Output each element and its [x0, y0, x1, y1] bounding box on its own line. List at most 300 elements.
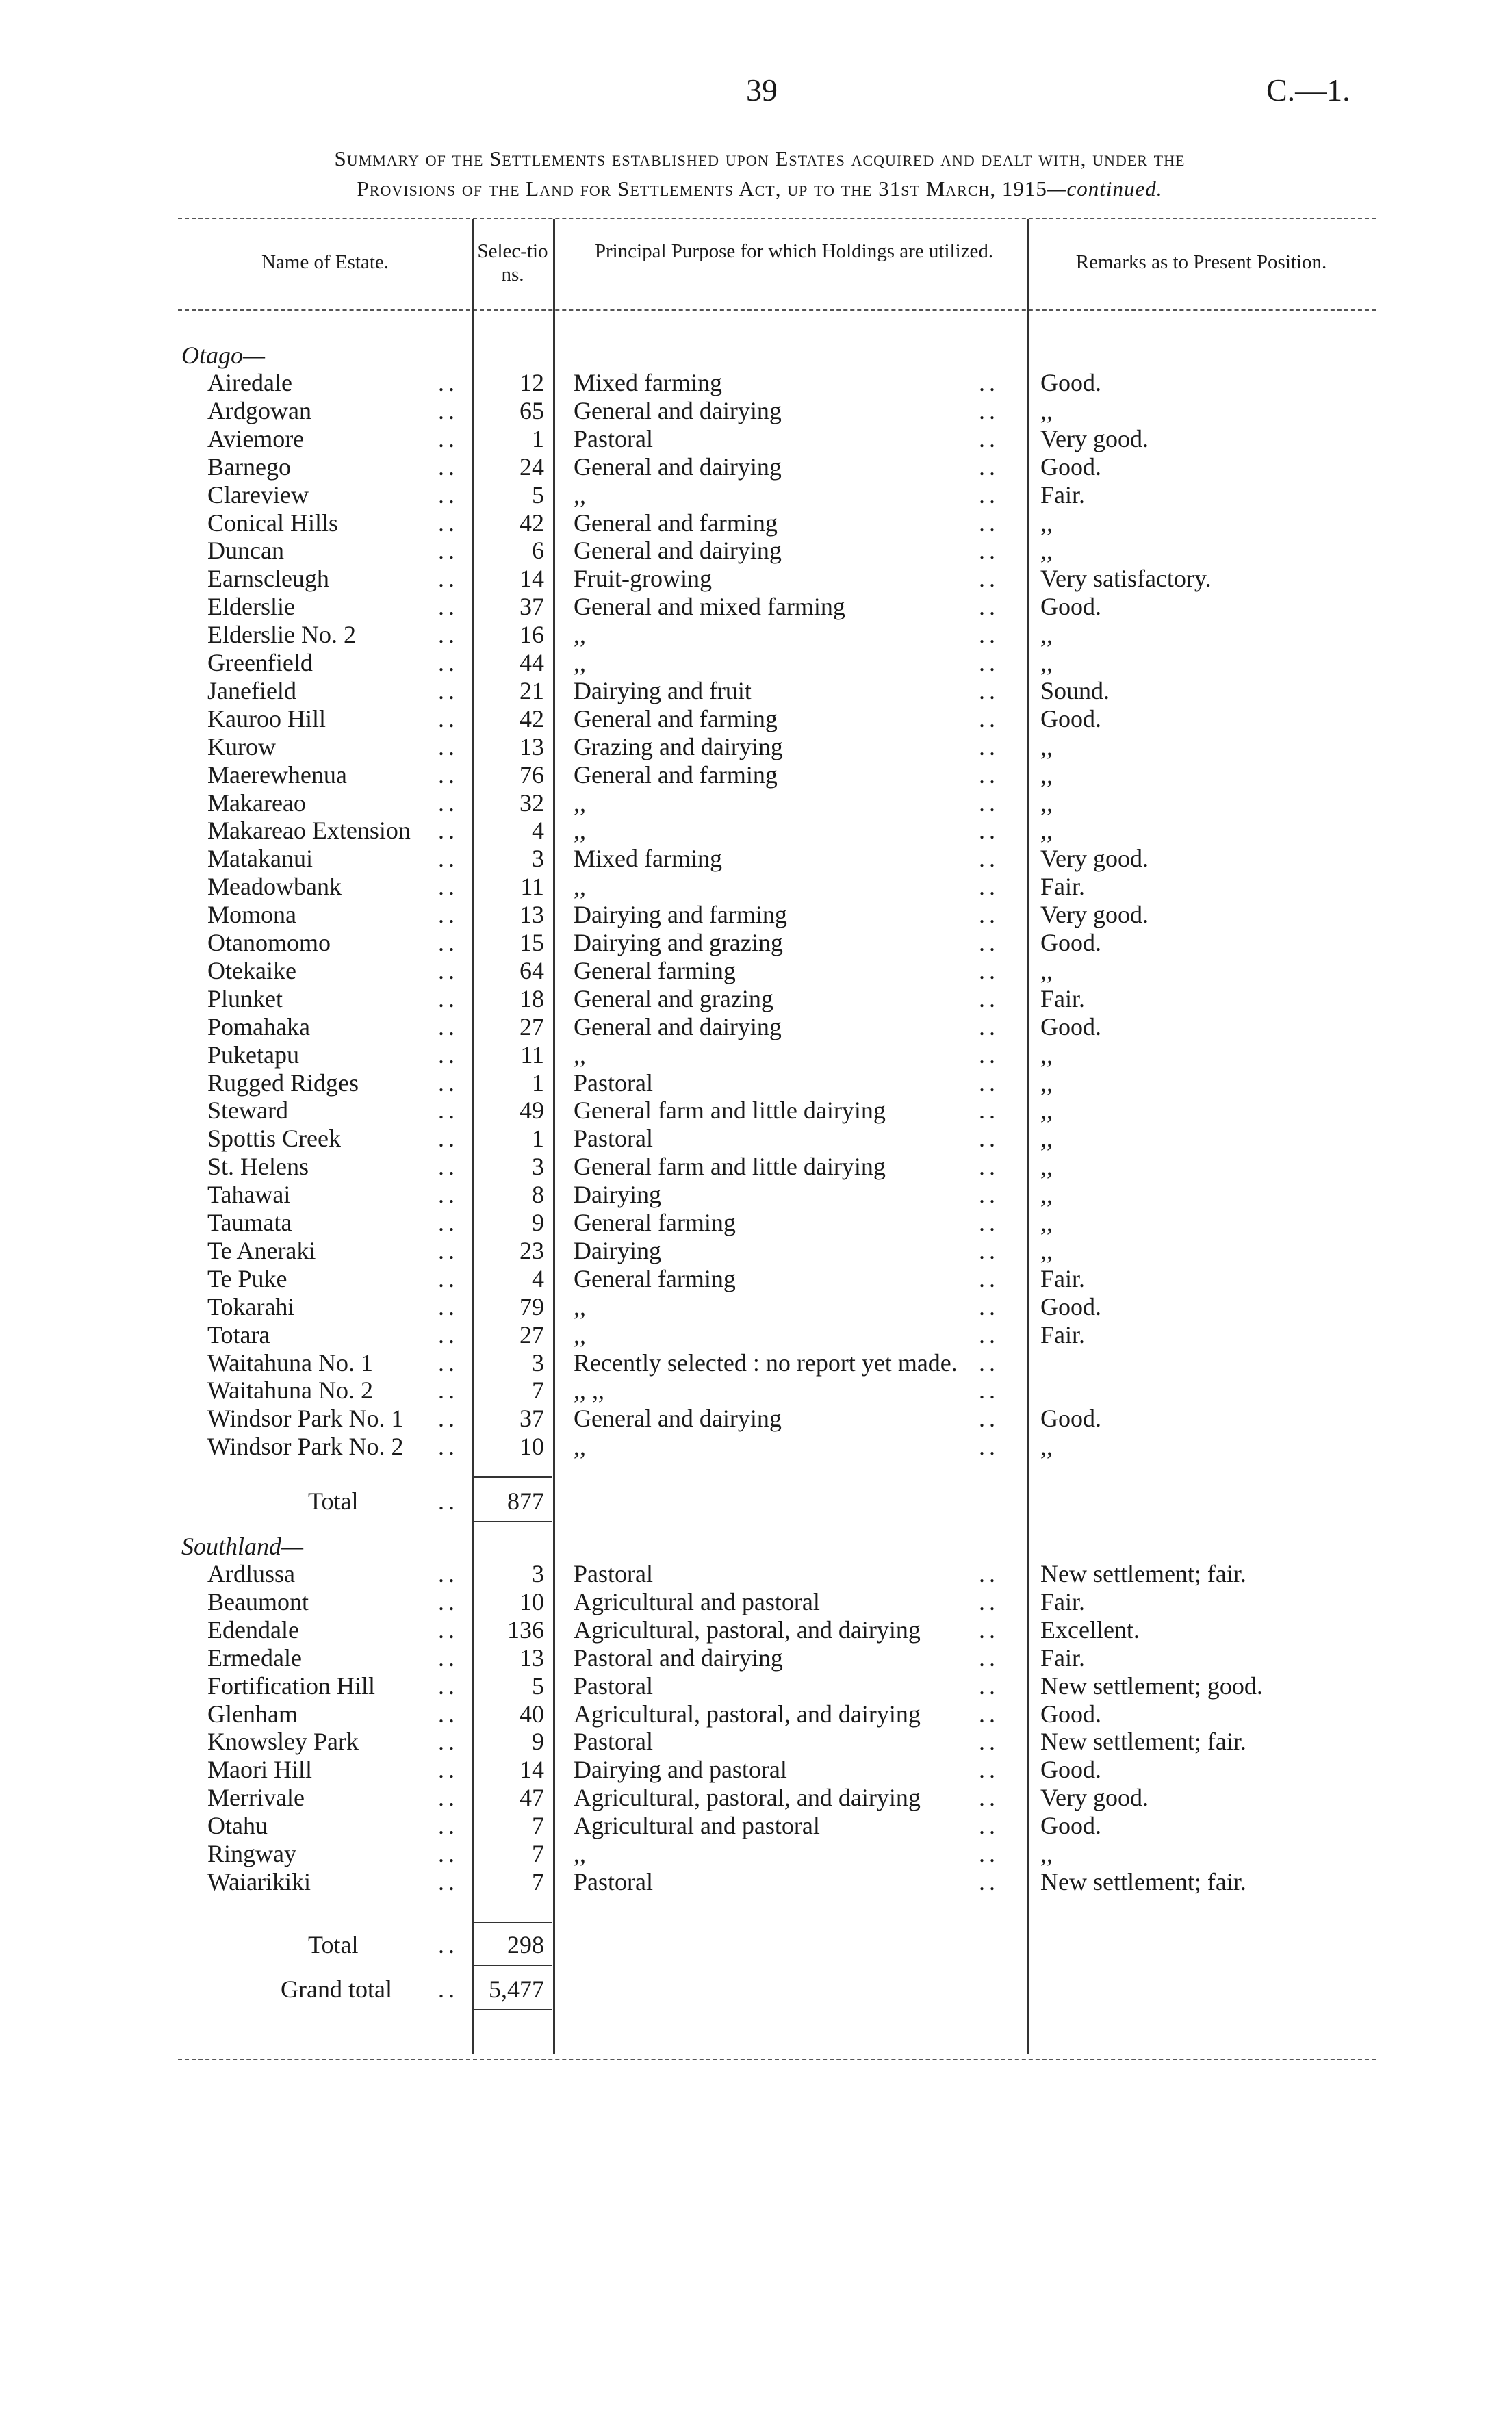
leader-dots: ..	[438, 1348, 459, 1377]
estate-name: Waitahuna No. 1	[207, 1348, 374, 1377]
present-position-remark: Good.	[1040, 593, 1101, 621]
leader-dots: ..	[438, 1728, 459, 1756]
estate-name: Waiarikiki	[207, 1867, 311, 1895]
leader-dots: ..	[979, 1700, 999, 1728]
present-position-remark: ,,	[1040, 396, 1053, 424]
leader-dots: ..	[438, 537, 459, 565]
estate-name: Tahawai	[207, 1181, 291, 1209]
selections-count: 136	[507, 1615, 544, 1644]
leader-dots: ..	[438, 956, 459, 984]
present-position-remark: Fair.	[1040, 984, 1086, 1012]
leader-dots: ..	[438, 1320, 459, 1348]
heading-line-2	[116, 174, 1403, 204]
leader-dots: ..	[979, 1812, 999, 1840]
leader-dots: ..	[438, 817, 459, 845]
leader-dots: ..	[979, 1377, 999, 1405]
principal-purpose: Grazing and dairying	[574, 732, 783, 760]
table-row	[0, 705, 1512, 733]
present-position-remark: Sound.	[1040, 676, 1110, 704]
estate-name: Otekaike	[207, 956, 296, 984]
selections-count: 44	[520, 649, 544, 676]
leader-dots: ..	[979, 956, 999, 984]
leader-dots: ..	[438, 1292, 459, 1320]
leader-dots: ..	[438, 732, 459, 760]
selections-count: 3	[532, 1153, 544, 1181]
selections-count: 7	[532, 1377, 544, 1405]
table-row	[0, 1405, 1512, 1433]
selections-count: 12	[520, 369, 544, 396]
principal-purpose: Dairying and fruit	[574, 676, 752, 704]
table-row	[0, 509, 1512, 537]
table-row	[0, 1181, 1512, 1209]
selections-count: 18	[520, 984, 544, 1012]
selections-count: 1	[532, 1069, 544, 1097]
principal-purpose: Pastoral	[574, 1125, 653, 1153]
present-position-remark: Very good.	[1040, 845, 1149, 873]
leader-dots: ..	[438, 929, 459, 956]
principal-purpose: Pastoral	[574, 424, 653, 452]
selections-count: 23	[520, 1236, 544, 1264]
leader-dots: ..	[979, 1348, 999, 1377]
principal-purpose: General farming	[574, 1264, 736, 1292]
present-position-remark: New settlement; fair.	[1040, 1867, 1246, 1895]
leader-dots: ..	[438, 1264, 459, 1292]
present-position-remark: Good.	[1040, 369, 1101, 396]
leader-dots: ..	[979, 1587, 999, 1615]
principal-purpose: ,,	[574, 1040, 586, 1069]
table-row	[0, 1588, 1512, 1616]
present-position-remark: ,,	[1040, 509, 1053, 537]
leader-dots: ..	[438, 1644, 459, 1672]
leader-dots: ..	[438, 760, 459, 789]
leader-dots: ..	[438, 1405, 459, 1433]
leader-dots: ..	[979, 593, 999, 621]
estate-name: Puketapu	[207, 1040, 299, 1069]
leader-dots: ..	[979, 1644, 999, 1672]
leader-dots: ..	[979, 452, 999, 481]
leader-dots: ..	[979, 1405, 999, 1433]
estate-name: Otahu	[207, 1812, 268, 1840]
leader-dots: ..	[979, 760, 999, 789]
selections-count: 15	[520, 929, 544, 956]
present-position-remark: Excellent.	[1040, 1615, 1140, 1644]
present-position-remark: Good.	[1040, 1292, 1101, 1320]
leader-dots: ..	[979, 732, 999, 760]
estate-name: Ardgowan	[207, 396, 311, 424]
estate-name: Fortification Hill	[207, 1672, 375, 1700]
leader-dots: ..	[979, 1784, 999, 1812]
present-position-remark: ,,	[1040, 1181, 1053, 1209]
estate-name: Pomahaka	[207, 1012, 310, 1040]
otago-total-bottom-rule	[474, 1521, 552, 1522]
table-row	[0, 537, 1512, 565]
present-position-remark: ,,	[1040, 1840, 1053, 1867]
selections-count: 47	[520, 1784, 544, 1812]
selections-count: 7	[532, 1840, 544, 1867]
selections-count: 76	[520, 760, 544, 789]
selections-count: 37	[520, 1405, 544, 1433]
leader-dots: ..	[438, 424, 459, 452]
leader-dots: ..	[438, 1756, 459, 1784]
selections-count: 13	[520, 732, 544, 760]
grand-total-label: Grand total	[281, 1975, 392, 2003]
principal-purpose: General and dairying	[574, 396, 782, 424]
leader-dots: ..	[438, 1700, 459, 1728]
present-position-remark: Fair.	[1040, 1587, 1086, 1615]
table-row	[0, 761, 1512, 789]
estate-name: Janefield	[207, 676, 296, 704]
present-position-remark: Fair.	[1040, 1644, 1086, 1672]
present-position-remark: ,,	[1040, 1125, 1053, 1153]
table-row	[0, 1293, 1512, 1321]
principal-purpose: Fruit-growing	[574, 565, 712, 593]
table-row	[0, 1433, 1512, 1461]
grand-total-dots: ..	[438, 1975, 459, 2003]
present-position-remark: Good.	[1040, 929, 1101, 956]
leader-dots: ..	[979, 1040, 999, 1069]
principal-purpose: General and dairying	[574, 452, 782, 481]
principal-purpose: General and farming	[574, 760, 778, 789]
present-position-remark: Good.	[1040, 452, 1101, 481]
selections-count: 49	[520, 1097, 544, 1125]
table-row	[0, 1013, 1512, 1041]
leader-dots: ..	[979, 1209, 999, 1236]
table-bottom-rule	[178, 2059, 1376, 2060]
present-position-remark: ,,	[1040, 1433, 1053, 1461]
table-row	[0, 1237, 1512, 1265]
present-position-remark: Good.	[1040, 1812, 1101, 1840]
leader-dots: ..	[979, 845, 999, 873]
grand-total-bottom-rule	[474, 2009, 552, 2010]
estate-name: Otanomomo	[207, 929, 331, 956]
table-row	[0, 1728, 1512, 1756]
leader-dots: ..	[979, 901, 999, 929]
leader-dots: ..	[979, 1181, 999, 1209]
estate-name: Windsor Park No. 1	[207, 1405, 404, 1433]
principal-purpose: ,,	[574, 873, 586, 901]
leader-dots: ..	[438, 1069, 459, 1097]
leader-dots: ..	[438, 1672, 459, 1700]
estate-name: Beaumont	[207, 1587, 309, 1615]
principal-purpose: General farming	[574, 1209, 736, 1236]
selections-count: 1	[532, 1125, 544, 1153]
column-header-purpose: Principal Purpose for which Holdings are utilized.	[594, 240, 994, 262]
leader-dots: ..	[438, 1867, 459, 1895]
estate-name: Elderslie No. 2	[207, 621, 356, 649]
table-row	[0, 1321, 1512, 1349]
table-row	[0, 453, 1512, 481]
present-position-remark: ,,	[1040, 732, 1053, 760]
table-row	[0, 369, 1512, 397]
present-position-remark: ,,	[1040, 789, 1053, 817]
present-position-remark: ,,	[1040, 1040, 1053, 1069]
table-row	[0, 1868, 1512, 1896]
leader-dots: ..	[979, 537, 999, 565]
principal-purpose: Agricultural, pastoral, and dairying	[574, 1615, 921, 1644]
table-row	[0, 1700, 1512, 1728]
estate-name: Makareao Extension	[207, 817, 411, 845]
present-position-remark: ,,	[1040, 621, 1053, 649]
table-row	[0, 1153, 1512, 1181]
principal-purpose: Mixed farming	[574, 369, 722, 396]
leader-dots: ..	[979, 1867, 999, 1895]
leader-dots: ..	[438, 396, 459, 424]
column-header-selections: Selec-tions.	[477, 240, 548, 285]
selections-count: 16	[520, 621, 544, 649]
leader-dots: ..	[979, 873, 999, 901]
leader-dots: ..	[438, 369, 459, 396]
present-position-remark: Fair.	[1040, 1264, 1086, 1292]
grand-total-value: 5,477	[489, 1975, 544, 2003]
principal-purpose: ,,	[574, 649, 586, 676]
column-header-remarks: Remarks as to Present Position.	[1075, 251, 1327, 273]
document-reference: C.—1.	[1266, 73, 1350, 107]
present-position-remark: ,,	[1040, 537, 1053, 565]
estate-name: Greenfield	[207, 649, 313, 676]
leader-dots: ..	[438, 873, 459, 901]
present-position-remark: New settlement; good.	[1040, 1672, 1263, 1700]
table-row	[0, 1812, 1512, 1840]
principal-purpose: ,,	[574, 1320, 586, 1348]
principal-purpose: General and grazing	[574, 984, 773, 1012]
leader-dots: ..	[438, 984, 459, 1012]
table-row	[0, 621, 1512, 649]
principal-purpose: Dairying and pastoral	[574, 1756, 787, 1784]
selections-count: 7	[532, 1812, 544, 1840]
leader-dots: ..	[979, 1672, 999, 1700]
table-heading	[116, 144, 1403, 204]
leader-dots: ..	[438, 1153, 459, 1181]
leader-dots: ..	[979, 621, 999, 649]
estate-name: St. Helens	[207, 1153, 309, 1181]
selections-count: 7	[532, 1867, 544, 1895]
principal-purpose: ,, ,,	[574, 1377, 604, 1405]
leader-dots: ..	[438, 1812, 459, 1840]
leader-dots: ..	[438, 1181, 459, 1209]
southland-total-rule	[474, 1922, 552, 1923]
present-position-remark: Good.	[1040, 704, 1101, 732]
table-row	[0, 789, 1512, 817]
table-row	[0, 1377, 1512, 1405]
leader-dots: ..	[438, 565, 459, 593]
selections-count: 14	[520, 565, 544, 593]
principal-purpose: General farm and little dairying	[574, 1153, 886, 1181]
principal-purpose: Pastoral	[574, 1560, 653, 1587]
otago-total-value: 877	[507, 1487, 544, 1515]
principal-purpose: General and dairying	[574, 1012, 782, 1040]
estate-name: Knowsley Park	[207, 1728, 359, 1756]
leader-dots: ..	[438, 1615, 459, 1644]
leader-dots: ..	[979, 1615, 999, 1644]
header-bottom-rule	[178, 309, 1376, 311]
selections-count: 3	[532, 845, 544, 873]
present-position-remark: ,,	[1040, 956, 1053, 984]
estate-name: Te Aneraki	[207, 1236, 316, 1264]
selections-count: 65	[520, 396, 544, 424]
estate-name: Glenham	[207, 1700, 298, 1728]
leader-dots: ..	[979, 1264, 999, 1292]
estate-name: Ermedale	[207, 1644, 302, 1672]
leader-dots: ..	[438, 481, 459, 509]
principal-purpose: ,,	[574, 789, 586, 817]
estate-name: Elderslie	[207, 593, 295, 621]
table-row	[0, 677, 1512, 705]
selections-count: 6	[532, 537, 544, 565]
otago-total-label: Total	[308, 1487, 359, 1515]
leader-dots: ..	[979, 1756, 999, 1784]
table-row	[0, 817, 1512, 845]
present-position-remark: Fair.	[1040, 481, 1086, 509]
present-position-remark: ,,	[1040, 817, 1053, 845]
selections-count: 14	[520, 1756, 544, 1784]
present-position-remark: ,,	[1040, 1209, 1053, 1236]
selections-count: 79	[520, 1292, 544, 1320]
principal-purpose: Mixed farming	[574, 845, 722, 873]
estate-name: Barnego	[207, 452, 291, 481]
estate-name: Momona	[207, 901, 296, 929]
leader-dots: ..	[979, 509, 999, 537]
leader-dots: ..	[979, 1153, 999, 1181]
present-position-remark: Very good.	[1040, 1784, 1149, 1812]
estate-name: Steward	[207, 1097, 288, 1125]
leader-dots: ..	[438, 593, 459, 621]
leader-dots: ..	[979, 649, 999, 676]
otago-total-rule	[474, 1476, 552, 1478]
leader-dots: ..	[979, 1012, 999, 1040]
present-position-remark: ,,	[1040, 1153, 1053, 1181]
principal-purpose: General and dairying	[574, 1405, 782, 1433]
table-row	[0, 985, 1512, 1013]
estate-name: Totara	[207, 1320, 270, 1348]
selections-count: 21	[520, 676, 544, 704]
table-row	[0, 1672, 1512, 1700]
leader-dots: ..	[438, 1097, 459, 1125]
selections-count: 5	[532, 481, 544, 509]
present-position-remark: New settlement; fair.	[1040, 1560, 1246, 1587]
estate-name: Conical Hills	[207, 509, 338, 537]
leader-dots: ..	[979, 704, 999, 732]
table-row	[0, 1209, 1512, 1237]
leader-dots: ..	[438, 845, 459, 873]
present-position-remark: Good.	[1040, 1700, 1101, 1728]
leader-dots: ..	[438, 1840, 459, 1867]
principal-purpose: Agricultural, pastoral, and dairying	[574, 1700, 921, 1728]
principal-purpose: Pastoral	[574, 1069, 653, 1097]
estate-name: Maori Hill	[207, 1756, 312, 1784]
leader-dots: ..	[438, 676, 459, 704]
estate-name: Meadowbank	[207, 873, 342, 901]
leader-dots: ..	[438, 901, 459, 929]
leader-dots: ..	[438, 789, 459, 817]
leader-dots: ..	[438, 649, 459, 676]
table-row	[0, 929, 1512, 957]
table-row	[0, 397, 1512, 425]
principal-purpose: ,,	[574, 481, 586, 509]
principal-purpose: Agricultural, pastoral, and dairying	[574, 1784, 921, 1812]
estate-name: Ringway	[207, 1840, 296, 1867]
principal-purpose: General farming	[574, 956, 736, 984]
table-row	[0, 1265, 1512, 1293]
selections-count: 13	[520, 901, 544, 929]
estate-name: Taumata	[207, 1209, 292, 1236]
estate-name: Spottis Creek	[207, 1125, 341, 1153]
estate-name: Tokarahi	[207, 1292, 295, 1320]
selections-count: 10	[520, 1587, 544, 1615]
principal-purpose: Agricultural and pastoral	[574, 1812, 820, 1840]
present-position-remark: Fair.	[1040, 873, 1086, 901]
column-header-name: Name of Estate.	[261, 251, 389, 273]
present-position-remark: Good.	[1040, 1012, 1101, 1040]
leader-dots: ..	[438, 1377, 459, 1405]
leader-dots: ..	[979, 1728, 999, 1756]
principal-purpose: General and mixed farming	[574, 593, 845, 621]
principal-purpose: General and farming	[574, 704, 778, 732]
southland-total-dots: ..	[438, 1931, 459, 1958]
principal-purpose: ,,	[574, 1292, 586, 1320]
otago-total-dots: ..	[438, 1487, 459, 1515]
selections-count: 9	[532, 1728, 544, 1756]
principal-purpose: Dairying	[574, 1181, 661, 1209]
table-row	[0, 1840, 1512, 1868]
leader-dots: ..	[438, 1560, 459, 1587]
leader-dots: ..	[979, 1560, 999, 1587]
leader-dots: ..	[979, 424, 999, 452]
selections-count: 10	[520, 1433, 544, 1461]
estate-name: Makareao	[207, 789, 306, 817]
principal-purpose: Dairying and grazing	[574, 929, 783, 956]
leader-dots: ..	[979, 481, 999, 509]
leader-dots: ..	[979, 1840, 999, 1867]
estate-name: Waitahuna No. 2	[207, 1377, 374, 1405]
selections-count: 42	[520, 509, 544, 537]
estate-name: Duncan	[207, 537, 284, 565]
selections-count: 42	[520, 704, 544, 732]
table-row	[0, 565, 1512, 593]
heading-line-1: Summary of the Settlements established upon Estates acquired and dealt with, under the	[334, 146, 1186, 170]
leader-dots: ..	[438, 1784, 459, 1812]
selections-count: 13	[520, 1644, 544, 1672]
leader-dots: ..	[979, 817, 999, 845]
present-position-remark: ,,	[1040, 1236, 1053, 1264]
leader-dots: ..	[979, 1097, 999, 1125]
selections-count: 24	[520, 452, 544, 481]
table-row	[0, 957, 1512, 985]
estate-name: Airedale	[207, 369, 292, 396]
present-position-remark: ,,	[1040, 760, 1053, 789]
present-position-remark: Fair.	[1040, 1320, 1086, 1348]
leader-dots: ..	[438, 1433, 459, 1461]
principal-purpose: Agricultural and pastoral	[574, 1587, 820, 1615]
table-row	[0, 1784, 1512, 1812]
leader-dots: ..	[438, 1125, 459, 1153]
leader-dots: ..	[979, 1069, 999, 1097]
table-row	[0, 1616, 1512, 1644]
principal-purpose: Dairying	[574, 1236, 661, 1264]
selections-count: 4	[532, 1264, 544, 1292]
principal-purpose: Pastoral	[574, 1867, 653, 1895]
selections-count: 64	[520, 956, 544, 984]
principal-purpose: Pastoral	[574, 1672, 653, 1700]
leader-dots: ..	[438, 1012, 459, 1040]
leader-dots: ..	[438, 704, 459, 732]
table-row	[0, 873, 1512, 901]
estate-name: Aviemore	[207, 424, 305, 452]
table-top-rule	[178, 218, 1376, 219]
principal-purpose: ,,	[574, 621, 586, 649]
leader-dots: ..	[979, 984, 999, 1012]
principal-purpose: ,,	[574, 1840, 586, 1867]
leader-dots: ..	[438, 452, 459, 481]
